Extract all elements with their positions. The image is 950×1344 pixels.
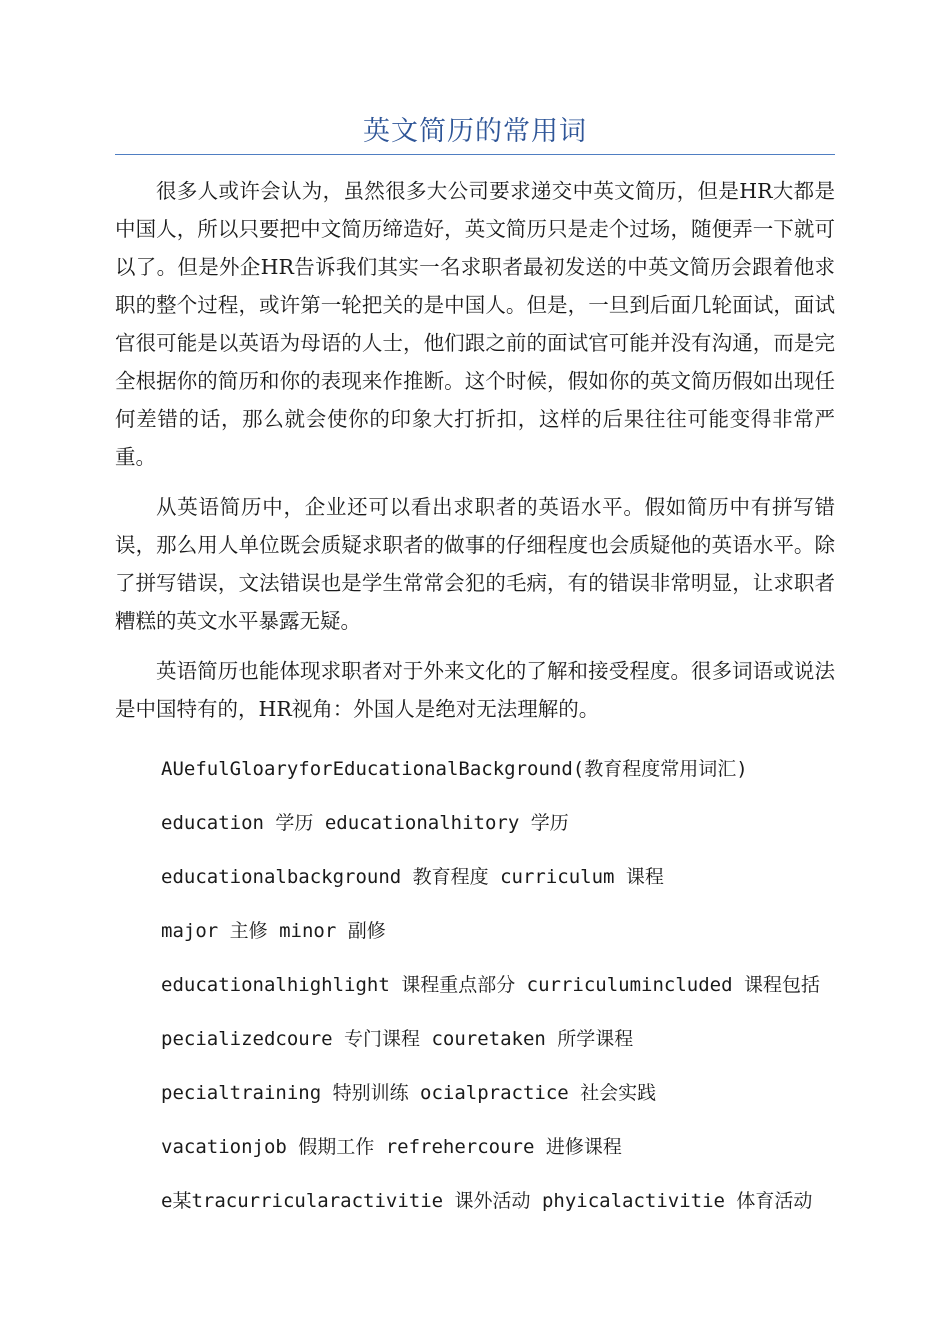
vocab-line: educationalbackground 教育程度 curriculum 课程 xyxy=(161,866,664,888)
vocab-line: pecializedcoure 专门课程 couretaken 所学课程 xyxy=(161,1028,634,1050)
title-underline xyxy=(115,154,835,155)
vocab-line: vacationjob 假期工作 refrehercoure 进修课程 xyxy=(161,1136,622,1158)
vocab-line-heading: AUefulGloaryforEducationalBackground(教育程度常用词汇) xyxy=(161,758,748,780)
paragraph-1: 很多人或许会认为，虽然很多大公司要求递交中英文简历，但是HR大都是中国人，所以只要把中文简历缔造好，英文简历只是走个过场，随便弄一下就可以了。但是外企HR告诉我们其实一名求职者最初发送的中英文简历会跟着他求职的整个过程，或许第一轮把关的是中国人。但是，一旦到后面几轮面试，面试官很可能是以英语为母语的人士，他们跟之前的面试官可能并没有沟通，而是完全根据你的简历和你的表现来作推断。这个时候，假如你的英文简历假如出现任何差错的话，那么就会使你的印象大打折扣，这样的后果往往可能变得非常严重。 xyxy=(115,179,835,469)
document-body xyxy=(115,172,835,1228)
vocabulary-list xyxy=(115,742,835,1228)
vocab-line: educationalhighlight 课程重点部分 curriculumincluded 课程包括 xyxy=(161,974,820,996)
vocab-line: major 主修 minor 副修 xyxy=(161,920,386,942)
vocab-line: pecialtraining 特别训练 ocialpractice 社会实践 xyxy=(161,1082,657,1104)
vocab-line: e某tracurricularactivitie 课外活动 phyicalactivitie 体育活动 xyxy=(161,1190,813,1212)
vocab-line: education 学历 educationalhitory 学历 xyxy=(161,812,569,834)
document-title: 英文简历的常用词 xyxy=(363,116,587,147)
paragraph-3: 英语简历也能体现求职者对于外来文化的了解和接受程度。很多词语或说法是中国特有的，HR视角：外国人是绝对无法理解的。 xyxy=(115,659,835,721)
paragraph-2: 从英语简历中，企业还可以看出求职者的英语水平。假如简历中有拼写错误，那么用人单位既会质疑求职者的做事的仔细程度也会质疑他的英语水平。除了拼写错误，文法错误也是学生常常会犯的毛病，有的错误非常明显，让求职者糟糕的英文水平暴露无疑。 xyxy=(115,495,835,633)
